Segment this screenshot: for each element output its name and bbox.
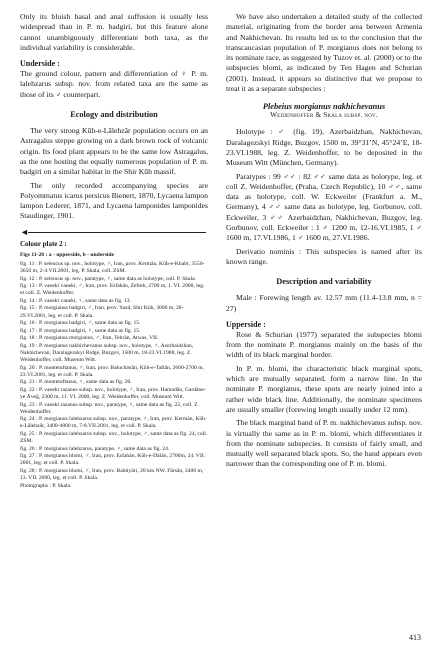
figure-legend-list xyxy=(20,252,208,490)
figure-legend-item: fig. 17 : P. morgianus badgiri, ♀, same data as fig. 15. xyxy=(20,327,141,334)
figure-legend-item: fig. 14 : P. vaneki vaneki, ♀, same data as fig. 13. xyxy=(20,297,131,304)
figure-legend-item: fig. 18 : P. morgianus morgianus, ♂, Iran, Tehrān, Atwas, VII. xyxy=(20,335,159,342)
species-title: Plebeius morgianus nakhichevanus xyxy=(262,102,386,112)
figure-legend-header: Figs 11-28 : a - upperside, b - underside xyxy=(20,251,115,258)
paragraph-study: We have also undertaken a detailed study of the collected material, originating from the border area between Armenia and Nakhichevan. Its results led us to the conclusion that the transcaucasian population of P. morgianus does not belong to its nominate race, as suggested by Tuzov et. al. (2000) or to the subspecies blomi, as indicated by Ten Hagen and Schurian (2001). Instead, it appears so distinctive that we propose to treat it as a separate subspecies : xyxy=(226,12,422,94)
figure-legend-item: fig. 19 : P. morgianus nakhichevanus subsp. nov., holotype, ♂, Azerbaidzhan, Nakhichevan, Daralagezskyi Ridge, Buzgov, 1500 m, 18-23.VI.1988, leg. Z. Weidenhoffer, coll. Museum Witt. xyxy=(20,342,194,364)
paragraph-upperside-3: The black marginal band of P. m. nakhichevanus subsp. nov. is virtually the same as in P. m. blomi, which differentiates it from the nominate subspecies. It consists of fairly small, and mutually well separated black spots. So, the band appears even narrower than the corresponding one of P. m. blomi. xyxy=(226,418,422,469)
paragraph-ecology: The very strong Kūh-e-Lālehzār population occurs on an Astragalus steppe growing on a dark brown rock of volcanic origin. Its food plant appears to be the same low Astragalus, as the one hosting the equally numerous population of P. m. badgiri on a similar habitat in the Shir Kūh massif. xyxy=(20,126,208,177)
upperside-heading: Upperside : xyxy=(226,319,266,329)
left-column xyxy=(20,12,208,490)
figure-legend-item: fig. 23 : P. vaneki razanus subsp. nov., paratype, ♀, same data as fig. 22, coll. Z. Weidenhoffer. xyxy=(20,401,199,415)
plate-divider xyxy=(20,228,208,236)
paragraph-accompanying-species: The only recorded accompanying species are Polyommatus icarus persicus Bienert, 1870, Lycaena lampon lampon Lederer, 1871, and Lycaena lamponides lamponides Staudinger, 1901. xyxy=(20,180,208,221)
paragraph-male: Male : Forewing length av. 12.57 mm (11.4-13.8 mm, n = 27) xyxy=(226,293,422,313)
photo-credit: Photographs : P. Skala. xyxy=(20,482,72,489)
figure-legend-item: fig. 22 : P. vaneki razanus subsp. nov., holotype, ♂, Iran, prov. Hamadān, Gardāne-ye Āveğ, 2300 m, 11. VI. 2000, leg. Z. Weidenhoffer, coll. Museum Witt. xyxy=(20,386,206,401)
paragraph-underside: The ground colour, pattern and differentiation of ♀ P. m. lalehzarus subsp. nov. from related taxa are the same as those of its ♂ counterpart. xyxy=(20,69,208,99)
plate-title: Colour plate 2 : xyxy=(20,239,67,248)
figure-legend-item: fig. 26 : P. morgianus lalehzarus, paratype, ♀, same data as fig. 24. xyxy=(20,445,170,452)
figure-legend-item: fig. 11 : P. seleucus sp. nov., holotype, ♂, Iran, prov. Kermān, Kūh-e-Khabr, 3550-3650 m, 2-4.VII.2001, leg. P. Skala, coll. ZSM. xyxy=(20,260,205,274)
figure-legend-item: fig. 20 : P. montetuftanus, ♂, Iran, prov. Baluchistān, Kūh-e-Taftān, 2600-2700 m, 23.VI.2001, leg. et coll. P. Skala. xyxy=(20,364,204,378)
paragraph-derivatio: Derivatio nominis : This subspecies is named after its known range. xyxy=(226,246,422,266)
figure-legend-item: fig. 27 : P. morgianus blomi, ♂, Iran, prov. Esfahān, Kūh-e-Dālān, 2700m, 24. VII. 2001, leg. et coll. P. Skala. xyxy=(20,453,206,467)
paragraph-intro: Only its bluish basal and anal suffusion is usually less widespread than in P. m. badgiri, but this feature alone cannot unambiguously differentiate both taxa, as the individual variability is considerable. xyxy=(20,12,208,52)
figure-legend-item: fig. 28 : P. morgianus blomi, ♂, Iran, prov. Bahtiyāri, 20 km NW. Fārsān, 2400 m, 13. VII. 2000, leg. et coll. P. Skala. xyxy=(20,467,204,482)
divider-line xyxy=(28,232,206,233)
figure-legend-item: fig. 12 : P. seleucus sp. nov., paratype, ♀, same data as holotype, coll. P. Skala. xyxy=(20,275,196,282)
paragraph-holotype: Holotype : ♂ (fig. 19), Azerbaidzhan, Nakhichevan, Daralagezskyi Ridge, Buzgov, 1500 m, 39°31’N, 45°24’E, 18-23.VI.1988, leg. Z. Weidenhoffer, to be deposited in the Museum Witt (München, Germany). xyxy=(226,127,422,168)
species-authors: Weidenhoffer & Skala subsp. nov. xyxy=(270,111,378,120)
description-heading: Description and variability xyxy=(276,277,372,287)
page-number: 413 xyxy=(409,633,421,642)
figure-legend-item: fig. 15 : P. morgianus badgiri, ♂, Iran, prov. Yazd, Shir Kūh, 3000 m, 28-29.VI.2001, leg. et coll. P. Skala. xyxy=(20,305,184,319)
ecology-heading: Ecology and distribution xyxy=(70,110,158,120)
figure-legend-item: fig. 16 : P. morgianus badgiri, ♂, same data as fig. 15. xyxy=(20,320,141,327)
figure-legend-item: fig. 25 : P. morgianus lalehzarus subsp. nov., holotype, ♂, same data as fig. 24, coll. ZSM. xyxy=(20,431,208,445)
figure-legend-item: fig. 13 : P. vaneki vaneki, ♂, Iran, prov. Esfahān, Zefreh, 2700 m, 1. VI. 2000, leg. et coll. Z. Weidenhoffer. xyxy=(20,283,205,297)
underside-heading: Underside : xyxy=(20,59,60,69)
paragraph-upperside-1: Rose & Schurian (1977) separated the subspecies blomi from the nominate P. morgianus mainly on the basis of the width of its black marginal border. xyxy=(226,329,422,360)
arrow-left-icon: ◄ xyxy=(20,226,29,237)
figure-legend-item: fig. 24 : P. morgianus lalehzarus subsp. nov., paratype, ♂, Iran, prov. Kermān, Kūh-e-Lālehzār, 3400-4000 m, 7-8.VII.2001, leg. et coll. P. Skala. xyxy=(20,416,207,430)
paragraph-upperside-2: In P. m. blomi, the characteristic black marginal spots, which are mutually separated, form a narrow line. In the nominate P. morgianus, these spots are nearly joined into a rather wide black line. Additionally, the nominate specimens are usually smaller (forewing length usually under 12 mm). xyxy=(226,363,422,414)
paragraph-paratypes: Paratypes : 99 ♂♂ : 82 ♂♂ same data as holotype, leg. et coll Z. Weidenhoffer, (Praha, Czech Republic), 10 ♂♂, same data as holotype, coll. W. Eckweiler (Frankfurt a. M., Germany), 4 ♂♂ same data as holotype, leg. Gorbunov, coll. Eckweiler, 3 ♂♂ Azerbaidzhan, Nakhichevan, Buzgov, leg. Gorbunov, coll. Eckweiler : 1 ♂ 1200 m, 12-16.VI.1985, 1 ♂ 1600 m, 17.VI.1986, 1 ♂ 1600 m, 27.VI.1986. xyxy=(226,171,422,243)
figure-legend-item: fig. 21 : P. montetuftanus, ♀, same data as fig. 20. xyxy=(20,379,132,386)
right-column xyxy=(226,12,422,473)
